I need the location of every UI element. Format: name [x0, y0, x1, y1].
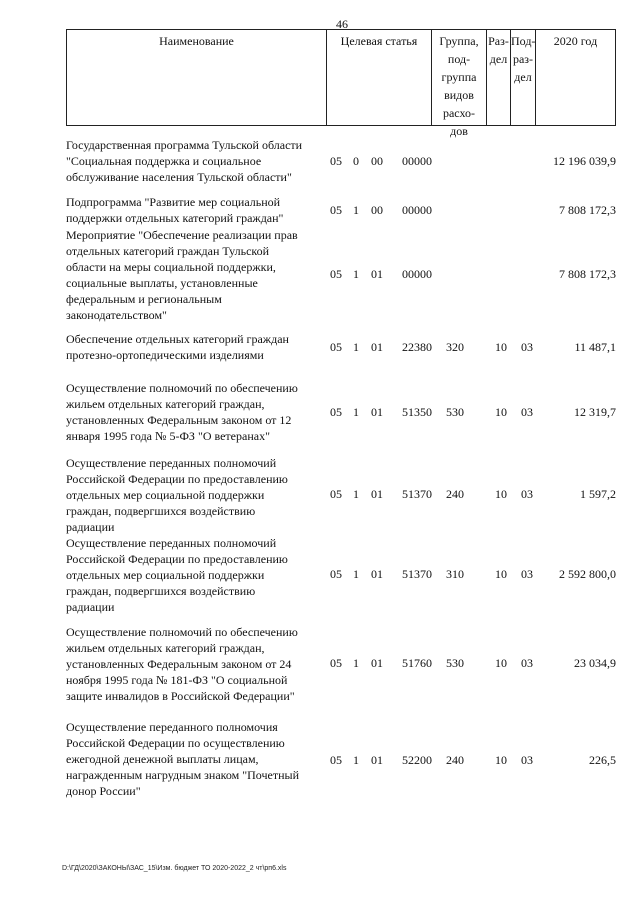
- header-subsection: Под- раз- дел: [511, 30, 536, 125]
- code-program: 05: [330, 405, 342, 419]
- section: 10: [495, 340, 507, 354]
- code-subprogram: 1: [353, 656, 359, 670]
- expense-group: 240: [446, 487, 464, 501]
- subsection: 03: [521, 567, 533, 581]
- code-program: 05: [330, 203, 342, 217]
- code-program: 05: [330, 154, 342, 168]
- row-name: Государственная программа Тульской области "Социальная поддержка и социальное обслуживание населения Тульской области": [66, 138, 303, 184]
- section: 10: [495, 405, 507, 419]
- code-program: 05: [330, 487, 342, 501]
- amount: 226,5: [589, 753, 616, 767]
- code-measure: 01: [371, 487, 383, 501]
- subsection: 03: [521, 753, 533, 767]
- section: 10: [495, 567, 507, 581]
- row-name: Подпрограмма "Развитие мер социальной поддержки отдельных категорий граждан": [66, 195, 284, 225]
- code-measure: 00: [371, 154, 383, 168]
- header-expense-group: Группа, под- группа видов расхо- дов: [432, 30, 487, 125]
- amount: 2 592 800,0: [559, 567, 616, 581]
- row-name: Осуществление переданных полномочий Российской Федерации по предоставлению отдельных мер социальной поддержки граждан, подвергшихся воздействию радиации: [66, 536, 288, 614]
- code-program: 05: [330, 267, 342, 281]
- code-direction: 52200: [402, 753, 432, 767]
- expense-group: 530: [446, 405, 464, 419]
- row-name: Осуществление переданного полномочия Российской Федерации по осуществлению ежегодной денежной выплаты лицам, награжденным нагрудным знаком "Почетный донор России": [66, 720, 299, 798]
- file-path-footer: D:\ГД\2020\ЗАКОНЫ\ЗАС_15\Изм. бюджет ТО 2020-2022_2 чт\рп6.xls: [62, 865, 287, 872]
- code-program: 05: [330, 656, 342, 670]
- page-number: 46: [336, 17, 348, 31]
- section: 10: [495, 487, 507, 501]
- amount: 12 319,7: [574, 405, 616, 419]
- code-measure: 01: [371, 340, 383, 354]
- section: 10: [495, 656, 507, 670]
- code-measure: 00: [371, 203, 383, 217]
- code-program: 05: [330, 340, 342, 354]
- code-measure: 01: [371, 567, 383, 581]
- table-header: [66, 29, 616, 138]
- subsection: 03: [521, 487, 533, 501]
- code-subprogram: 1: [353, 267, 359, 281]
- code-direction: 22380: [402, 340, 432, 354]
- code-subprogram: 1: [353, 340, 359, 354]
- row-name: Осуществление полномочий по обеспечению жильем отдельных категорий граждан, установленных Федеральным законом от 12 января 1995 года № 5-ФЗ "О ветеранах": [66, 381, 298, 443]
- header-year: 2020 год: [553, 34, 598, 48]
- subsection: 03: [521, 656, 533, 670]
- expense-group: 530: [446, 656, 464, 670]
- code-direction: 51350: [402, 405, 432, 419]
- expense-group: 240: [446, 753, 464, 767]
- amount: 11 487,1: [574, 340, 616, 354]
- expense-group: 310: [446, 567, 464, 581]
- code-direction: 51370: [402, 567, 432, 581]
- amount: 7 808 172,3: [559, 267, 616, 281]
- code-measure: 01: [371, 753, 383, 767]
- subsection: 03: [521, 405, 533, 419]
- code-direction: 51370: [402, 487, 432, 501]
- amount: 1 597,2: [580, 487, 616, 501]
- code-program: 05: [330, 753, 342, 767]
- amount: 23 034,9: [574, 656, 616, 670]
- code-direction: 00000: [402, 203, 432, 217]
- section: 10: [495, 753, 507, 767]
- code-measure: 01: [371, 405, 383, 419]
- expense-group: 320: [446, 340, 464, 354]
- row-name: Осуществление переданных полномочий Российской Федерации по предоставлению отдельных мер социальной поддержки граждан, подвергшихся воздействию радиации: [66, 456, 288, 534]
- code-subprogram: 1: [353, 203, 359, 217]
- code-direction: 51760: [402, 656, 432, 670]
- code-program: 05: [330, 567, 342, 581]
- code-subprogram: 1: [353, 405, 359, 419]
- code-subprogram: 1: [353, 753, 359, 767]
- row-name: Мероприятие "Обеспечение реализации прав отдельных категорий граждан Тульской области на меры социальной поддержки, социальные выплаты, установленные федеральным и региональным законодательством": [66, 228, 298, 322]
- row-name: Осуществление полномочий по обеспечению жильем отдельных категорий граждан, установленных Федеральным законом от 24 ноября 1995 года № 181-ФЗ "О социальной защите инвалидов в Российской Федерации": [66, 625, 298, 703]
- code-measure: 01: [371, 267, 383, 281]
- code-subprogram: 1: [353, 567, 359, 581]
- header-section: Раз- дел: [487, 30, 511, 125]
- header-name: Наименование: [67, 30, 327, 125]
- row-name: Обеспечение отдельных категорий граждан протезно-ортопедическими изделиями: [66, 332, 289, 362]
- amount: 12 196 039,9: [553, 154, 616, 168]
- amount: 7 808 172,3: [559, 203, 616, 217]
- code-subprogram: 0: [353, 154, 359, 168]
- subsection: 03: [521, 340, 533, 354]
- code-subprogram: 1: [353, 487, 359, 501]
- code-direction: 00000: [402, 154, 432, 168]
- code-direction: 00000: [402, 267, 432, 281]
- header-target-article: Целевая статья: [327, 30, 432, 125]
- code-measure: 01: [371, 656, 383, 670]
